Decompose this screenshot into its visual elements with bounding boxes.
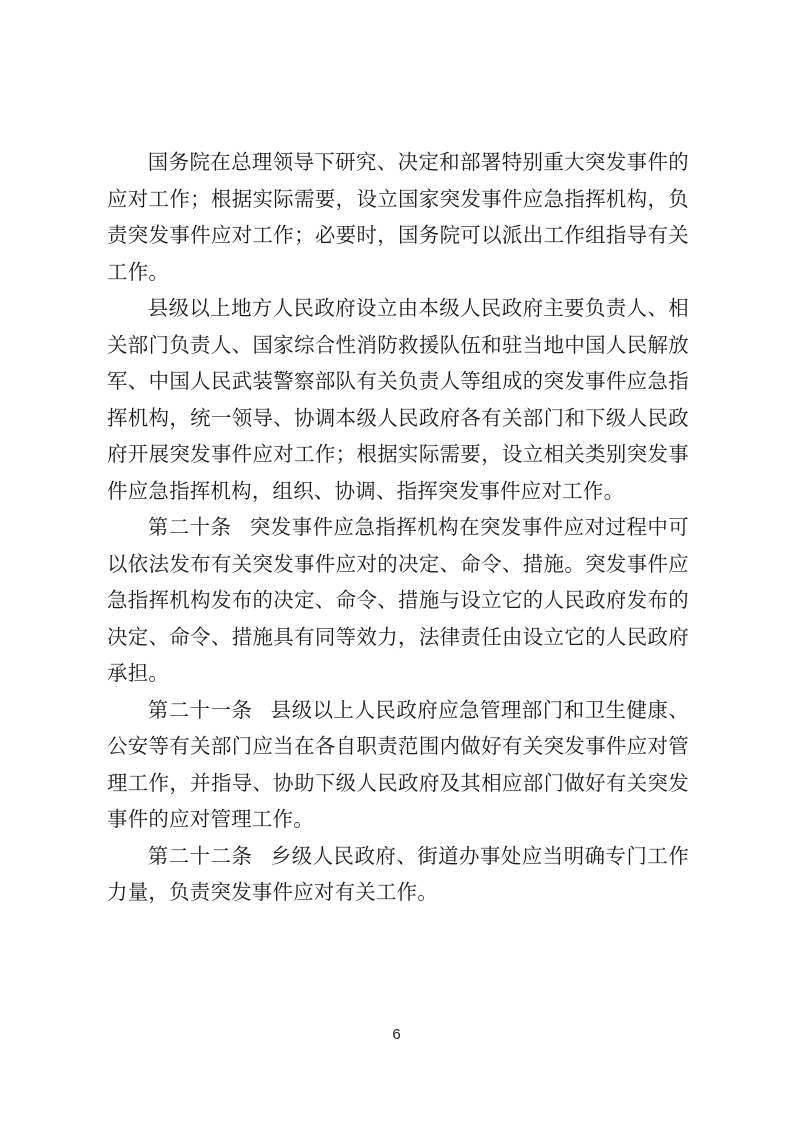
article-21-text: 县级以上人民政府应急管理部门和卫生健康、公安等有关部门应当在各自职责范围内做好有关突发事件应对管理工作，并指导、协助下级人民政府及其相应部门做好有关突发事件的应对管理工作。 [107,697,690,831]
article-20 [107,509,689,692]
article-21-heading: 第二十一条 [147,697,253,722]
article-21 [107,692,689,838]
page-number: 6 [392,1026,401,1043]
paragraph-1 [107,144,689,290]
paragraph-1-text: 国务院在总理领导下研究、决定和部署特别重大突发事件的应对工作；根据实际需要，设立国家突发事件应急指挥机构，负责突发事件应对工作；必要时，国务院可以派出工作组指导有关工作。 [107,150,689,284]
paragraph-2 [107,290,689,509]
document-body [107,144,689,911]
article-22 [107,838,689,911]
article-22-text: 乡级人民政府、街道办事处应当明确专门工作力量，负责突发事件应对有关工作。 [107,843,690,904]
article-22-heading: 第二十二条 [147,843,253,868]
article-20-text: 突发事件应急指挥机构在突发事件应对过程中可以依法发布有关突发事件应对的决定、命令、措施。突发事件应急指挥机构发布的决定、命令、措施与设立它的人民政府发布的决定、命令、措施具有同等效力，法律责任由设立它的人民政府承担。 [107,515,689,685]
article-20-heading: 第二十条 [147,515,232,539]
paragraph-2-text: 县级以上地方人民政府设立由本级人民政府主要负责人、相关部门负责人、国家综合性消防救援队伍和驻当地中国人民解放军、中国人民武装警察部队有关负责人等组成的突发事件应急指挥机构，统一领导、协调本级人民政府各有关部门和下级人民政府开展突发事件应对工作；根据实际需要，设立相关类别突发事件应急指挥机构，组织、协调、指挥突发事件应对工作。 [107,296,689,503]
